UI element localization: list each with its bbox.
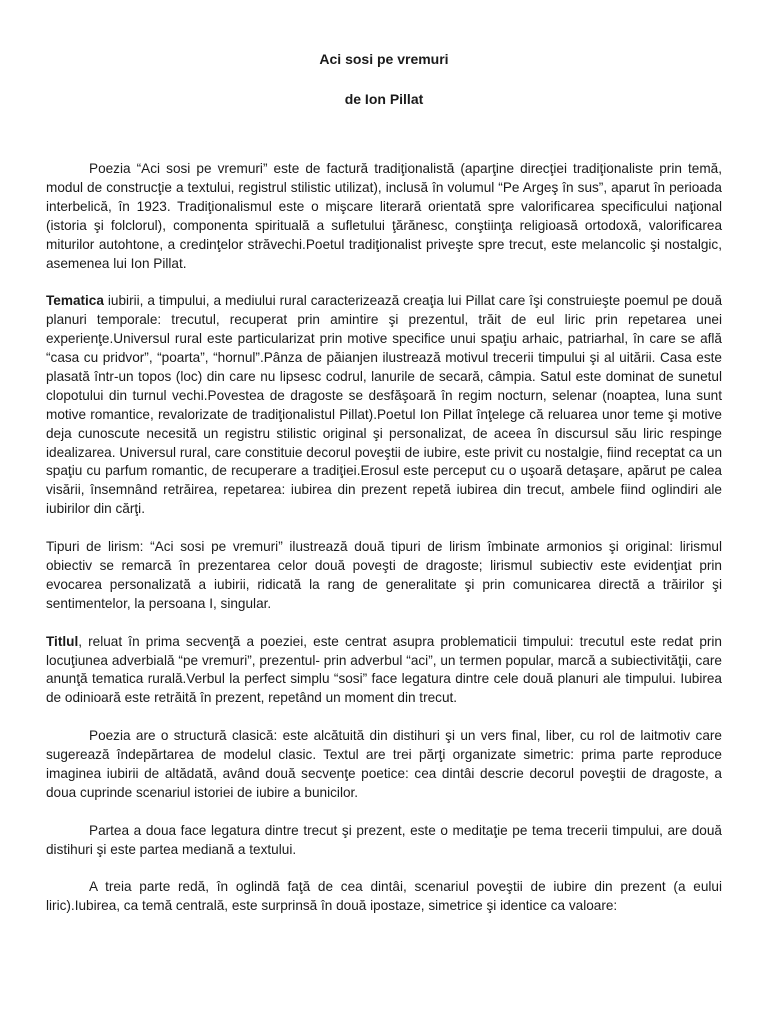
paragraph-text: iubirii, a timpului, a mediului rural caracterizează creaţia lui Pillat care îşi construieşte poemul pe două planuri temporale: trecutul, recuperat prin amintire şi prezentul, trăit de eul liric prin repetarea unei experienţe.Universul rural este particularizat prin motive specifice unui spaţiu arhaic, patriarhal, în care se află “casa cu pridvor”, “poarta”, “hornul”.Pânza de păianjen ilustrează motivul trecerii timpului şi al uitării. Casa este plasată într-un topos (loc) din care nu lipsesc codrul, lanurile de secară, câmpia. Satul este dominat de sunetul clopotului din turnul vechi.Povestea de dragoste se desfăşoară în regim nocturn, selenar (noaptea, luna sunt motive romantice, revalorizate de tradiţionalistul Pillat).Poetul Ion Pillat înţelege că reluarea unor teme şi motive deja cunoscute necesită un registru stilistic original şi personalizat, de aceea în discursul său liric respinge idealizarea. Universul rural, care constituie decorul poveştii de iubire, este privit cu nostalgie, fiind receptat ca un spaţiu cu parfum romantic, de recuperare a tradiţiei.Erosul este perceput cu o uşoară detaşare, apărut pe calea visării, însemnând retrăirea, repetarea: iubirea din prezent repetă iubirea din trecut, ambele fiind oglindiri ale iubirilor din cărţi. xyxy=(46,293,722,517)
document-subtitle: de Ion Pillat xyxy=(344,91,424,107)
paragraph-text: Poezia “Aci sosi pe vremuri” este de factură tradiţionalistă (aparţine direcţiei tradiţionaliste prin temă, modul de construcţie a textului, registrul stilistic utilizat), inclusă în volumul “Pe Argeş în sus”, aparut în perioada interbelică, în 1923. Tradiţionalismul este o mişcare literară orientată spre valorificarea specificului naţional (istoria şi folclorul), componenta spirituală a sufletului ţărănesc, conştiinţa religioasă ortodoxă, valorificarea miturilor autohtone, a credinţelor străvechi.Poetul tradiţionalist priveşte spre trecut, este melancolic şi nostalgic, asemenea lui Ion Pillat. xyxy=(46,161,722,271)
paragraph-text: Partea a doua face legatura dintre trecut şi prezent, este o meditaţie pe tema trecerii timpului, are două distihuri şi este partea mediană a textului. xyxy=(46,822,722,857)
paragraph-text: Tipuri de lirism: “Aci sosi pe vremuri” ilustrează două tipuri de lirism îmbinate armonios şi original: lirismul obiectiv se remarcă în prezentarea celor două poveşti de dragoste; lirismul subiectiv este evidenţiat prin evocarea personalizată a iubirii, ridicată la rang de generalitate şi prin comunicarea directă a trăirilor şi sentimentelor, la persoana I, singular. xyxy=(46,539,722,611)
paragraph-tematica xyxy=(46,292,722,519)
bold-lead-term: Titlul xyxy=(46,633,79,649)
paragraph-text: A treia parte redă, în oglindă faţă de cea dintâi, scenariul poveştii de iubire din prezent (a eului liric).Iubirea, ca temă centrală, este surprinsă în două ipostaze, simetrice şi identice ca valoare: xyxy=(46,879,722,914)
paragraph-titlul xyxy=(46,633,722,709)
paragraph-structura xyxy=(46,727,722,803)
paragraph-partea-treia xyxy=(46,878,722,916)
document-body xyxy=(46,160,722,935)
paragraph-lirism xyxy=(46,538,722,614)
paragraph-text: Poezia are o structură clasică: este alcătuită din distihuri şi un vers final, liber, cu rol de laitmotiv care sugerează îndepărtarea de modelul clasic. Textul are trei părţi organizate simetric: prima parte reproduce imaginea iubirii de altădată, având două secvenţe poetice: cea dintâi descrie decorul poveştii de dragoste, a doua cuprinde scenariul istoriei de iubire a bunicilor. xyxy=(46,728,722,800)
paragraph-partea-doua xyxy=(46,822,722,860)
document-title: Aci sosi pe vremuri xyxy=(319,51,449,67)
paragraph-intro xyxy=(46,160,722,273)
bold-lead-term: Tematica xyxy=(46,293,104,309)
paragraph-text: , reluat în prima secvenţă a poeziei, este centrat asupra problematicii timpului: trecutul este redat prin locuţiunea adverbială “pe vremuri”, prezentul- prin adverbul “aci”, un termen popular, marcă a subiectivităţii, care anunţă tematica rurală.Verbul la perfect simplu “sosi” face legatura dintre cele două planuri ale timpului. Iubirea de odinioară este retrăită în prezent, repetând un moment din trecut. xyxy=(46,633,722,706)
